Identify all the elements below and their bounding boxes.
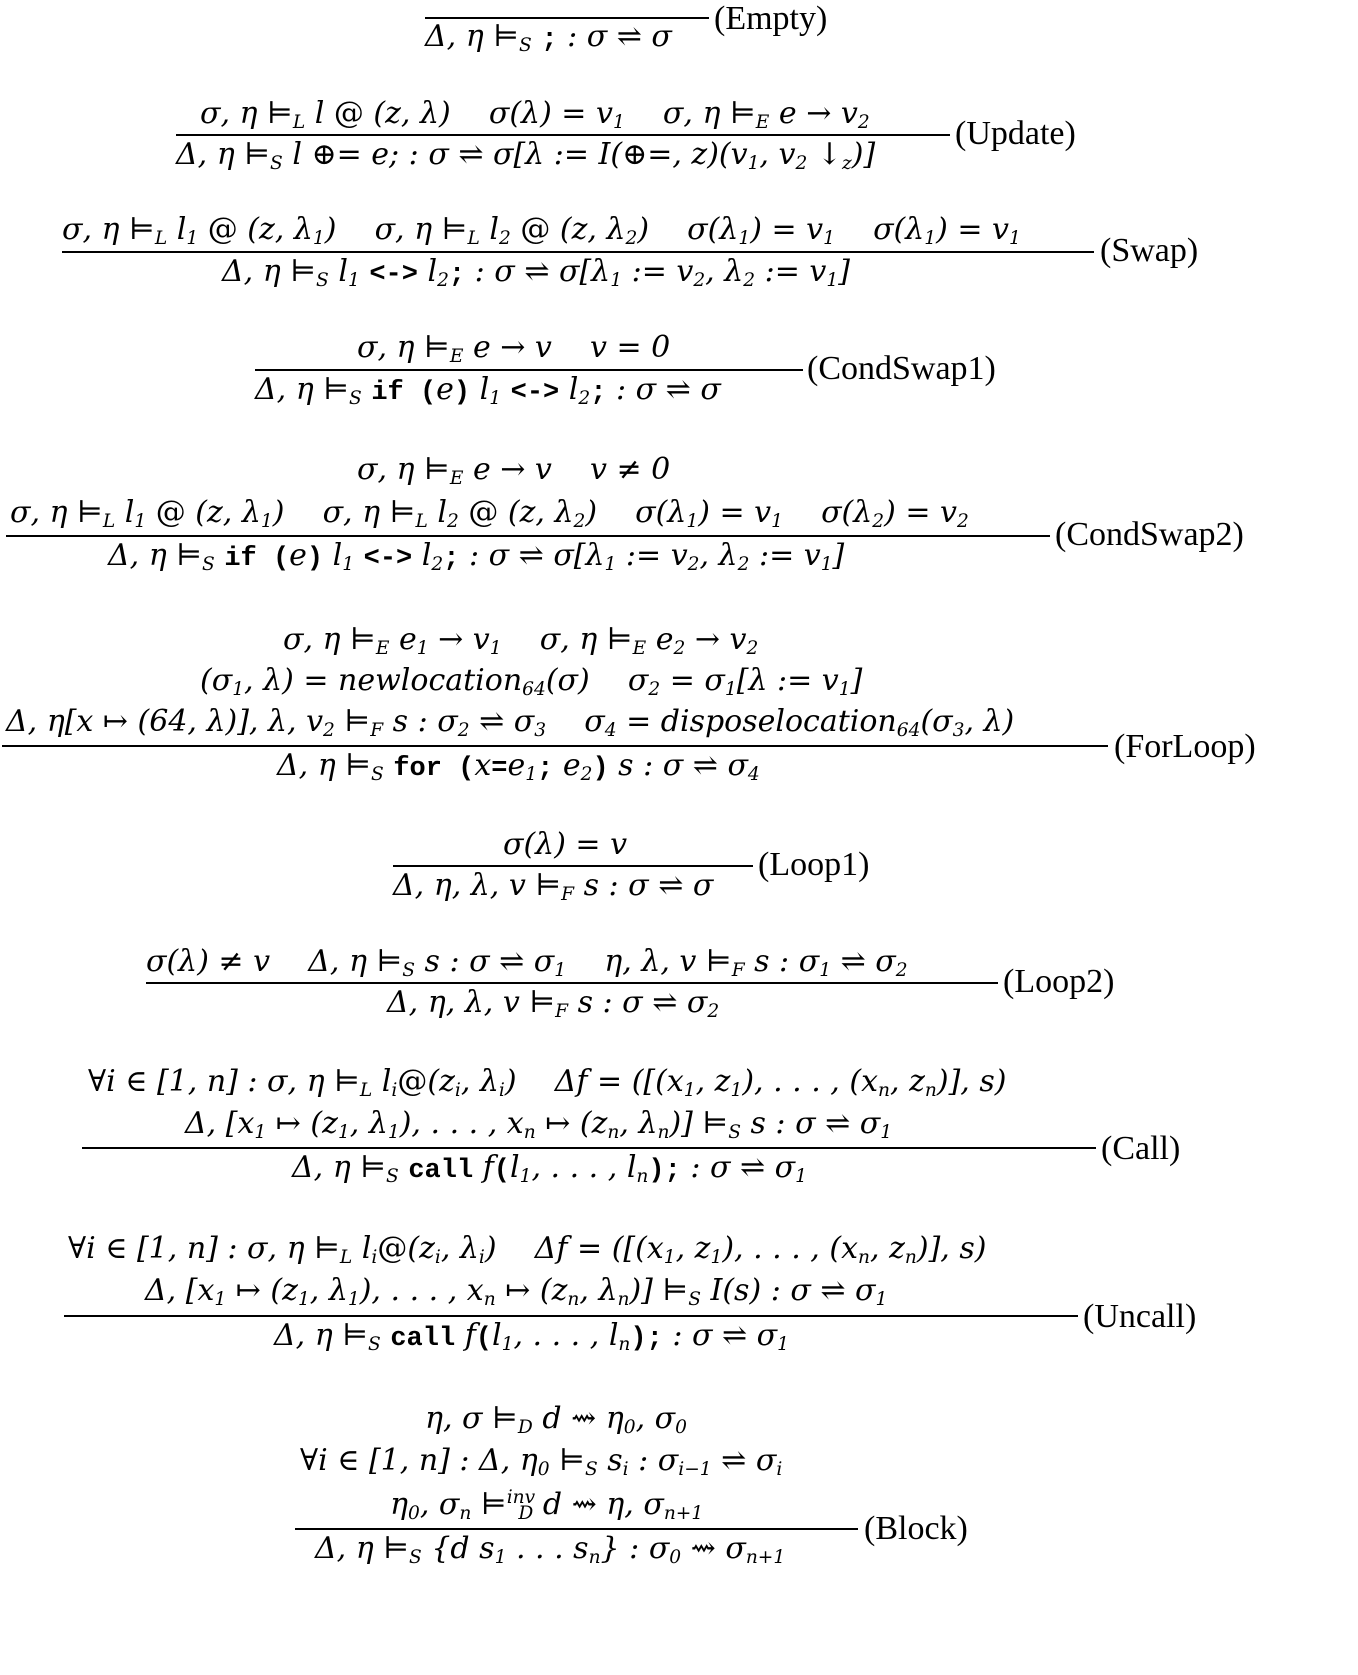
rule-name: (Empty) bbox=[714, 0, 828, 37]
rule-conclusion: Δ, η $⊨_S$ call $f(l_1$, . . . , $l_n$); : σ ⇌ $\sigma_1$ bbox=[292, 1150, 808, 1188]
rule-name: (Uncall) bbox=[1083, 1298, 1197, 1335]
rule-premise: $\eta_0$, $\sigma_n$ ⊨$^{inv}_D$ d ⇝ η, $\sigma_{n+1}$ bbox=[390, 1486, 704, 1525]
rule-name: (Swap) bbox=[1100, 232, 1199, 269]
rule-premise: Δ, [$x_1$ ↦ ($z_1$, $\lambda_1$), . . . , $x_n$ ↦ ($z_n$, $\lambda_n$)] $⊨_S$ I(s) : σ ⇌ $\sigma_1$ bbox=[145, 1273, 888, 1311]
inference-bar bbox=[62, 251, 1094, 253]
rule-conclusion: Δ, η $⊨_S$ for ($x=e_1$; $e_2$) s : σ ⇌ $\sigma_4$ bbox=[277, 748, 760, 786]
inference-bar bbox=[146, 982, 998, 984]
rule-name: (Update) bbox=[955, 115, 1076, 152]
rule-name: (CondSwap1) bbox=[807, 350, 996, 387]
rule-name: (Loop1) bbox=[758, 846, 870, 883]
inference-bar bbox=[2, 745, 1108, 747]
rule-premise: σ(λ) ≠ v Δ, η $⊨_S$ s : σ ⇌ $\sigma_1$ η, λ, v $⊨_F$ s : $\sigma_1$ ⇌ $\sigma_2$ bbox=[146, 944, 908, 982]
rule-conclusion: Δ, η, λ, v $⊨_F$ s : σ ⇌ $\sigma_2$ bbox=[387, 985, 720, 1023]
inference-bar bbox=[176, 134, 950, 136]
rule-premise: ∀i ∈ [1, n] : σ, η $⊨_L$ $l_i@(z_i$, $\lambda_i$) $\Delta f = ([(x_1$, $z_1$), . . . , ($x_n$, $z_n$)], s) bbox=[68, 1231, 987, 1269]
rule-premise: σ, η $⊨_L$ $l_1$ @ (z, $\lambda_1$) σ, η $⊨_L$ $l_2$ @ (z, $\lambda_2$) $\sigma(\lambda_1) = v_1$ $\sigma(\lambda_2) = v_2$ bbox=[10, 495, 969, 533]
rule-name: (ForLoop) bbox=[1114, 728, 1256, 765]
rule-conclusion: Δ, η, λ, v $⊨_F$ s : σ ⇌ σ bbox=[393, 868, 714, 906]
inference-bar bbox=[6, 535, 1050, 537]
rule-name: (Call) bbox=[1101, 1130, 1181, 1167]
rule-conclusion: Δ, η $⊨_S$ $l_1$ <-> $l_2$; : σ ⇌ $\sigma[\lambda_1$ := $v_2$, $\lambda_2$ := $v_1$] bbox=[222, 254, 850, 292]
rule-conclusion: Δ, η $⊨_S$ if (e) $l_1$ <-> $l_2$; : σ ⇌ σ bbox=[255, 372, 721, 410]
inference-bar bbox=[82, 1147, 1096, 1149]
rule-conclusion: Δ, η $⊨_S$ ; : σ ⇌ σ bbox=[425, 19, 672, 57]
rule-premise: ∀i ∈ [1, n] : Δ, $\eta_0$ $⊨_S$ $s_i$ : $\sigma_{i-1}$ ⇌ $\sigma_i$ bbox=[300, 1443, 783, 1481]
inference-bar bbox=[255, 369, 803, 371]
inference-bar bbox=[393, 865, 753, 867]
rule-premise: Δ, η[x ↦ (64, λ)], λ, $v_2$ $⊨_F$ s : $\sigma_2$ ⇌ $\sigma_3$ $\sigma_4$ = $disposelocation_{64}(\sigma_3$, λ) bbox=[6, 704, 1015, 742]
rule-conclusion: Δ, η $⊨_S$ if (e) $l_1$ <-> $l_2$; : σ ⇌ $\sigma[\lambda_1$ := $v_2$, $\lambda_2$ := $v_1$] bbox=[108, 538, 845, 576]
rule-conclusion: Δ, η $⊨_S$ {d $s_1$ . . . $s_n$} : $\sigma_0$ ⇝ $\sigma_{n+1}$ bbox=[315, 1531, 786, 1569]
rule-name: (CondSwap2) bbox=[1055, 516, 1244, 553]
rule-premise: σ(λ) = v bbox=[503, 827, 628, 862]
inference-bar bbox=[295, 1528, 858, 1530]
rule-premise: σ, η $⊨_E$ e → v v = 0 bbox=[357, 330, 671, 368]
rule-conclusion: Δ, η $⊨_S$ call $f(l_1$, . . . , $l_n$); : σ ⇌ $\sigma_1$ bbox=[274, 1318, 790, 1356]
rule-name: (Block) bbox=[864, 1510, 968, 1547]
rule-premise: ($\sigma_1$, λ) = newlocation$_{64}$(σ) $\sigma_2 = \sigma_1[\lambda$ := $v_1$] bbox=[200, 663, 863, 701]
rule-premise: σ, η $⊨_E$ e → v v ≠ 0 bbox=[357, 452, 671, 490]
rule-premise: σ, η $⊨_E$ $e_1 \to v_1$ σ, η $⊨_E$ $e_2 \to v_2$ bbox=[283, 622, 759, 660]
rule-name: (Loop2) bbox=[1003, 963, 1115, 1000]
inference-bar bbox=[64, 1315, 1078, 1317]
rule-premise: σ, η $⊨_L$ $l_1$ @ (z, $\lambda_1$) σ, η $⊨_L$ $l_2$ @ (z, $\lambda_2$) $\sigma(\lambda_1) = v_1$ $\sigma(\lambda_1) = v_1$ bbox=[62, 212, 1021, 250]
rule-premise: σ, η $⊨_L$ l @ (z, λ) $\sigma(\lambda) = v_1$ σ, η $⊨_E$ $e \to v_2$ bbox=[200, 96, 870, 134]
rule-conclusion: Δ, η $⊨_S$ l ⊕= e; : σ ⇌ σ[λ := I(⊕=, $z)(v_1$, $v_2$ $↓_z$)] bbox=[176, 137, 876, 175]
rule-premise: η, σ $⊨_D$ d ⇝ $\eta_0$, $\sigma_0$ bbox=[425, 1401, 687, 1439]
rule-premise: ∀i ∈ [1, n] : σ, η $⊨_L$ $l_i@(z_i$, $\lambda_i$) $\Delta f = ([(x_1$, $z_1$), . . . , ($x_n$, $z_n$)], s) bbox=[88, 1064, 1007, 1102]
rule-premise: Δ, [$x_1$ ↦ ($z_1$, $\lambda_1$), . . . , $x_n$ ↦ ($z_n$, $\lambda_n$)] $⊨_S$ s : σ ⇌ $\sigma_1$ bbox=[185, 1106, 893, 1144]
